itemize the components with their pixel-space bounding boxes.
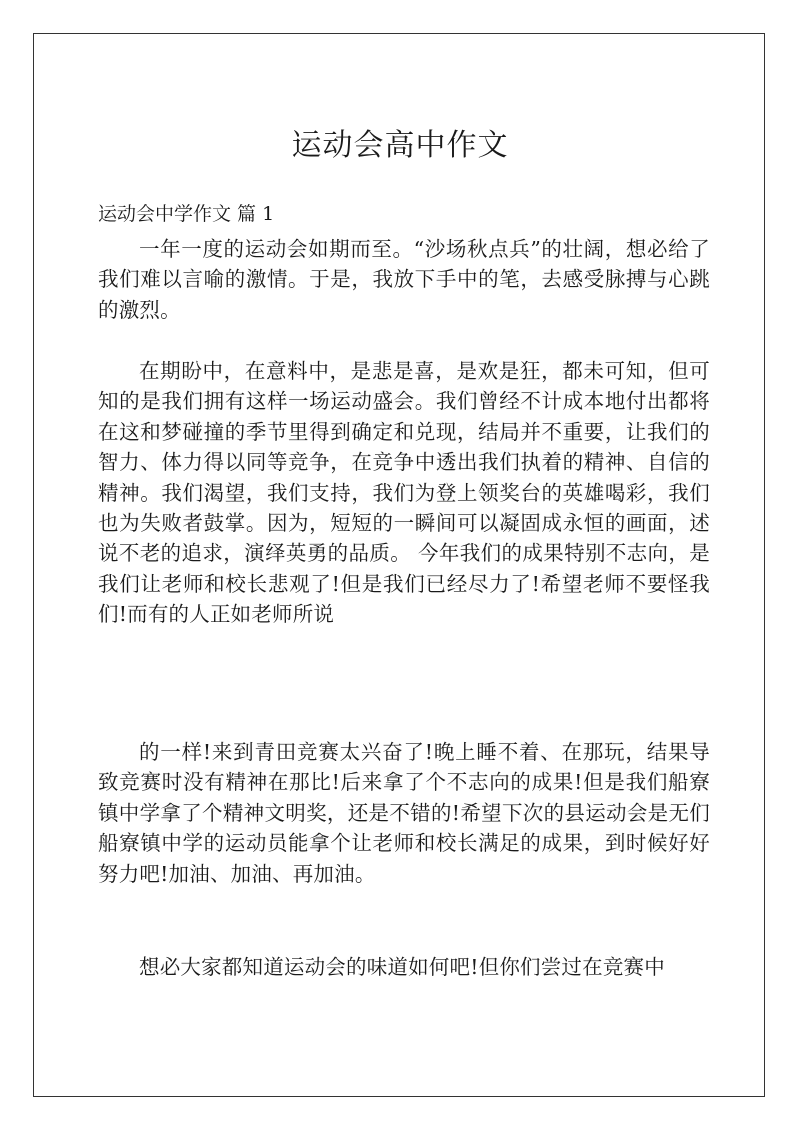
- paragraph-1: 一年一度的运动会如期而至。“沙场秋点兵”的壮阔，想必给了我们难以言喻的激情。于是，我放下手中的笔，去感受脉搏与心跳的激烈。: [98, 237, 710, 322]
- essay-heading: 运动会中学作文 篇 1: [98, 203, 275, 225]
- document-title: 运动会高中作文: [291, 128, 509, 163]
- paragraph-3: 的一样!来到青田竞赛太兴奋了!晚上睡不着、在那玩，结果导致竞赛时没有精神在那比!后来拿了个不志向的成果!但是我们船寮镇中学拿了个精神文明奖，还是不错的!希望下次的县运动会是无们船寮镇中学的运动员能拿个让老师和校长满足的成果，到时候好好努力吧!加油、加油、再加油。: [98, 740, 710, 886]
- paragraph-4: 想必大家都知道运动会的味道如何吧!但你们尝过在竞赛中: [139, 955, 665, 979]
- paragraph-2: 在期盼中，在意料中，是悲是喜，是欢是狂，都未可知，但可知的是我们拥有这样一场运动盛会。我们曾经不计成本地付出都将在这和梦碰撞的季节里得到确定和兑现，结局并不重要，让我们的智力、体力得以同等竞争，在竞争中透出我们执着的精神、自信的精神。我们渴望，我们支持，我们为登上领奖台的英雄喝彩，我们也为失败者鼓掌。因为，短短的一瞬间可以凝固成永恒的画面，述说不老的追求，演绎英勇的品质。 今年我们的成果特别不志向，是我们让老师和校长悲观了!但是我们已经尽力了!希望老师不要怪我们!而有的人正如老师所说: [98, 359, 710, 627]
